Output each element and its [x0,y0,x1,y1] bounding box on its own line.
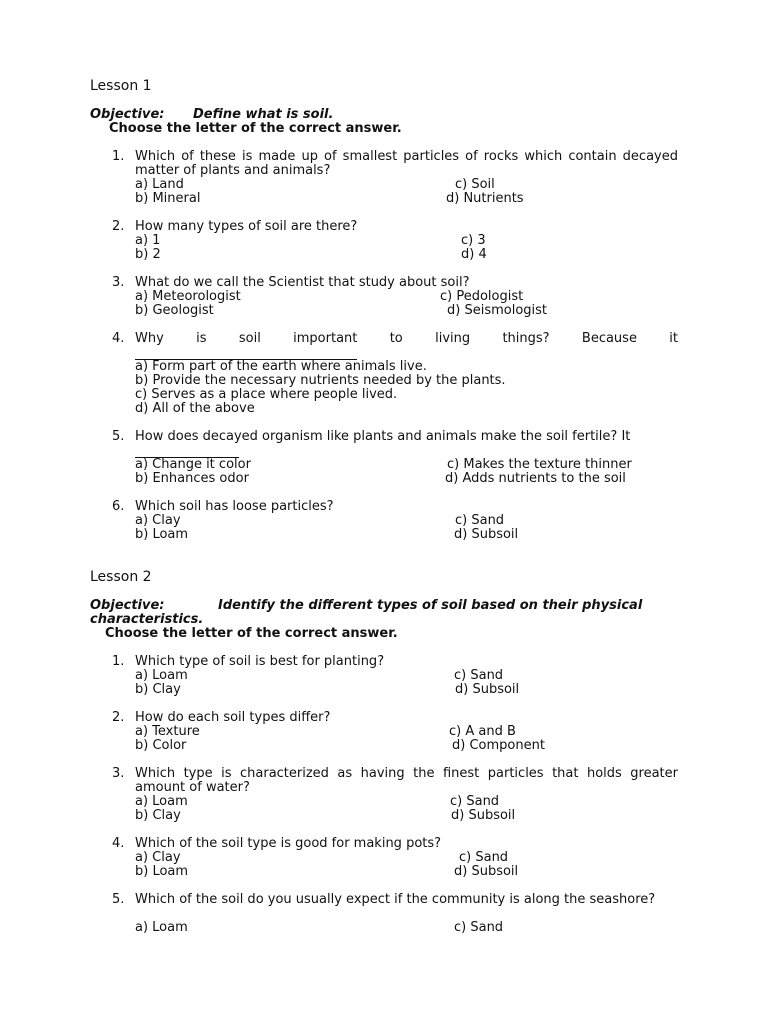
option-c: c) A and B [449,724,516,739]
option-a: a) Texture [135,724,200,739]
lesson-1-title: Lesson 1 [90,78,152,94]
question-stem: How does decayed organism like plants and animals make the soil fertile? It [135,429,631,444]
question-stem: How many types of soil are there? [135,219,358,234]
option-d: d) Subsoil [454,527,519,542]
question-number: 1. [112,149,125,164]
question-number: 4. [112,331,125,346]
option-b: b) Loam [135,527,189,542]
lesson-1-objective [90,107,333,122]
option-d: d) All of the above [135,401,255,416]
question-number: 3. [112,275,125,290]
question-number: 1. [112,654,125,669]
option-a: a) Loam [135,668,188,683]
option-d: d) Component [452,738,545,753]
question-item [112,837,678,851]
lesson-2-objective-cont: characteristics. [90,612,204,627]
option-b: b) Provide the necessary nutrients needed by the plants. [135,373,506,388]
question-stem: Which of the soil do you usually expect if the community is along the seashore? [135,892,656,907]
question-item [112,655,678,669]
objective-label: Objective: [90,107,165,122]
question-stem: What do we call the Scientist that study about soil? [135,275,470,290]
lesson-1-instruction: Choose the letter of the correct answer. [109,121,402,136]
option-a: a) Change it color [135,457,251,472]
objective-text: Identify the different types of soil based on their physical [218,598,643,613]
option-c: c) Soil [455,177,495,192]
option-a: a) 1 [135,233,161,248]
question-stem: Which type of soil is best for planting? [135,654,385,669]
option-c: c) Sand [450,794,500,809]
question-stem: Which of the soil type is good for making pots? [135,836,442,851]
option-a: a) Form part of the earth where animals live. [135,359,427,374]
option-c: c) 3 [461,233,486,248]
objective-label: Objective: [90,598,165,613]
option-d: d) 4 [461,247,487,262]
lesson-2-objective [90,598,680,613]
question-stem: Which type is characterized as having the finest particles that holds greater amount of water? [135,766,678,795]
option-d: d) Subsoil [454,864,519,879]
lesson-2-instruction: Choose the letter of the correct answer. [105,626,398,641]
option-c: c) Sand [455,513,505,528]
question-number: 3. [112,766,125,781]
option-d: d) Adds nutrients to the soil [445,471,626,486]
option-c: c) Sand [459,850,509,865]
option-a: a) Clay [135,850,181,865]
question-item [112,500,678,514]
option-d: d) Nutrients [446,191,524,206]
question-stem: How do each soil types differ? [135,710,331,725]
answer-blank [135,444,239,458]
question-number: 5. [112,892,125,907]
question-number: 5. [112,429,125,444]
option-b: b) Color [135,738,187,753]
option-c: c) Sand [454,920,504,935]
option-c: c) Pedologist [440,289,524,304]
answer-blank [135,346,357,360]
option-c: c) Serves as a place where people lived. [135,387,398,402]
option-b: b) 2 [135,247,161,262]
question-number: 2. [112,710,125,725]
question-item [112,767,678,795]
option-a: a) Meteorologist [135,289,241,304]
option-b: b) Mineral [135,191,201,206]
option-d: d) Subsoil [455,682,520,697]
option-a: a) Land [135,177,184,192]
option-a: a) Loam [135,794,188,809]
option-d: d) Subsoil [451,808,516,823]
option-b: b) Enhances odor [135,471,249,486]
option-b: b) Geologist [135,303,214,318]
option-a: a) Loam [135,920,188,935]
question-stem: Why is soil important to living things? Because it [135,331,678,346]
question-item [112,430,678,444]
option-b: b) Clay [135,682,181,697]
option-d: d) Seismologist [447,303,548,318]
question-stem: Which of these is made up of smallest particles of rocks which contain decayed matter of plants and animals? [135,149,678,178]
option-b: b) Clay [135,808,181,823]
question-number: 4. [112,836,125,851]
question-item [112,220,678,234]
question-number: 6. [112,499,125,514]
option-a: a) Clay [135,513,181,528]
question-stem: Which soil has loose particles? [135,499,334,514]
question-item [112,893,678,907]
question-item [112,276,678,290]
objective-text: Define what is soil. [193,107,334,122]
question-number: 2. [112,219,125,234]
question-item [112,711,678,725]
lesson-2-title: Lesson 2 [90,569,152,585]
option-b: b) Loam [135,864,189,879]
option-c: c) Makes the texture thinner [447,457,632,472]
question-item [112,332,678,346]
option-c: c) Sand [454,668,504,683]
question-item [112,150,678,178]
